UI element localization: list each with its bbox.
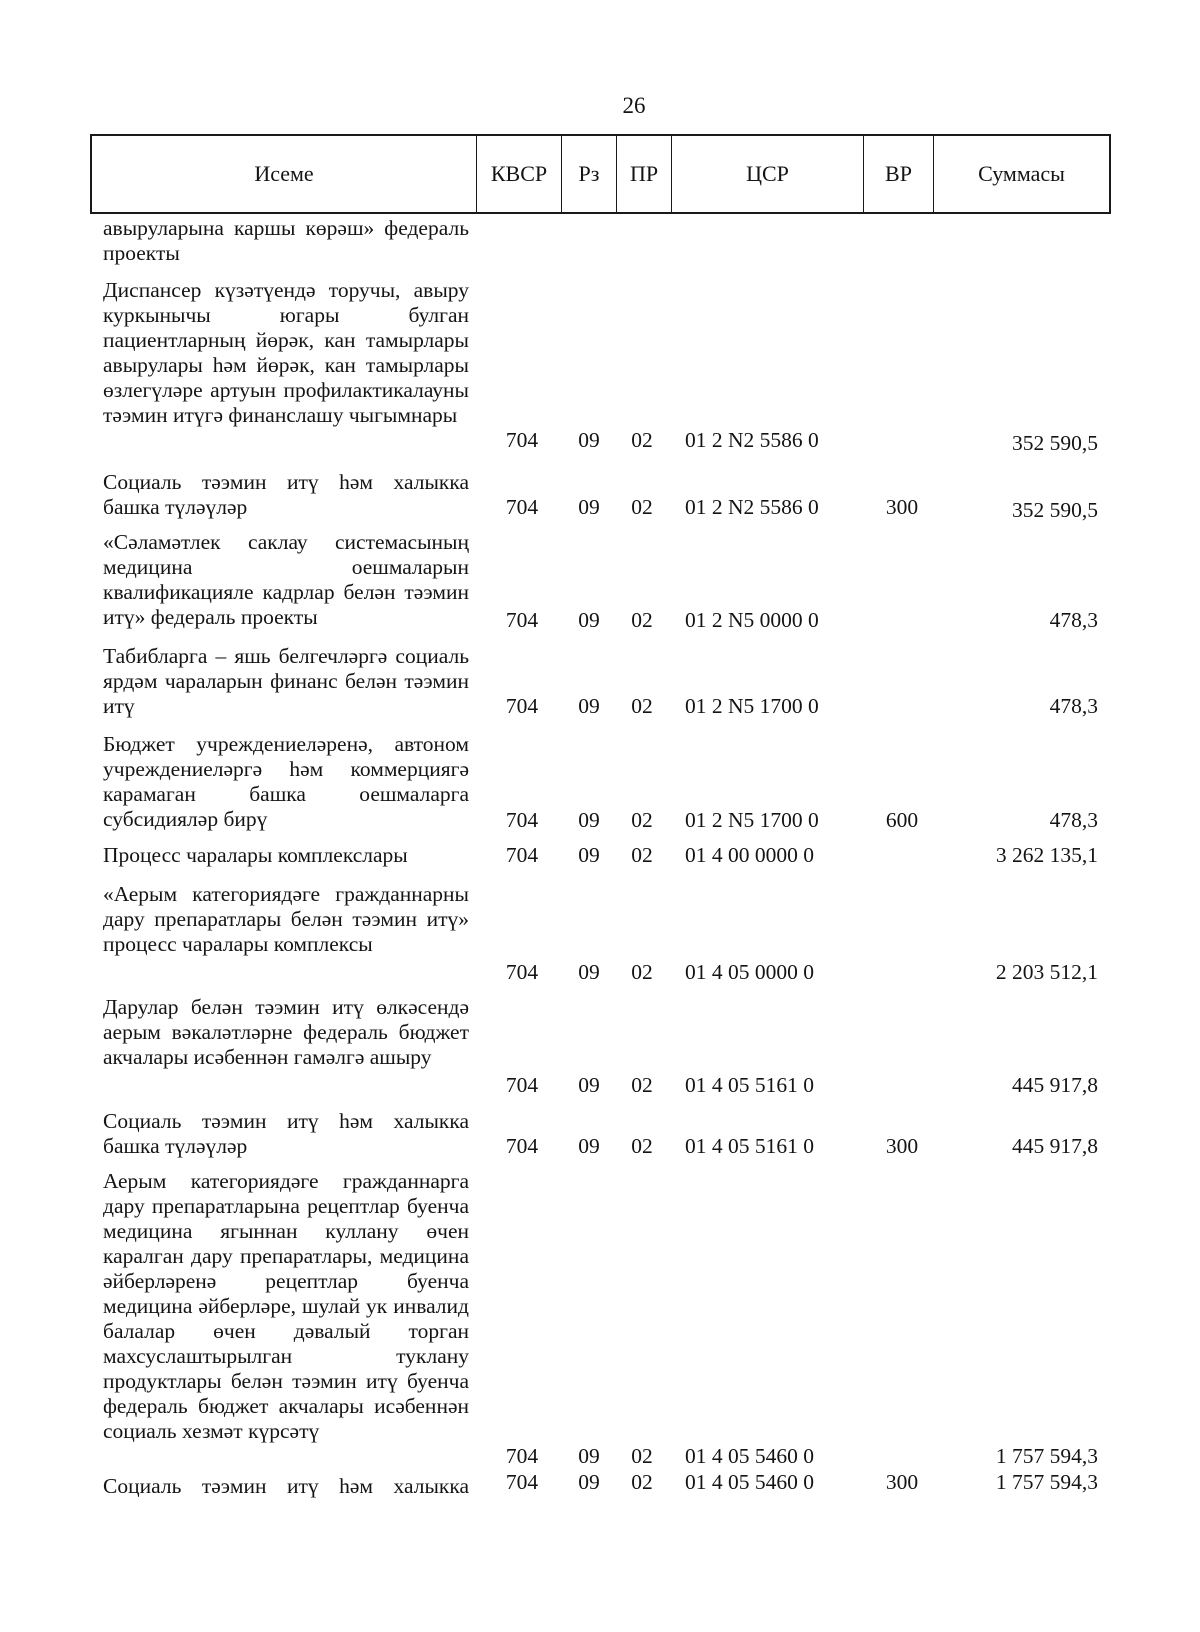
row-sum: 352 590,5 bbox=[1012, 498, 1098, 522]
row-kvsr: 704 bbox=[505, 608, 539, 632]
row-name: Социаль тәэмин итү һәм халыкка башка түләүләр bbox=[103, 470, 469, 519]
row-pr: 02 bbox=[631, 1134, 653, 1158]
row-name: Социаль тәэмин итү һәм халыкка bbox=[103, 1474, 469, 1498]
row-pr: 02 bbox=[631, 843, 653, 867]
header-sum: Суммасы bbox=[978, 161, 1065, 186]
row-pr: 02 bbox=[631, 495, 653, 519]
header-kvsr: КВСР bbox=[477, 136, 562, 212]
row-rz: 09 bbox=[578, 694, 600, 718]
row-kvsr: 704 bbox=[505, 1134, 539, 1158]
row-vr: 300 bbox=[885, 1470, 919, 1494]
row-rz: 09 bbox=[578, 960, 600, 984]
row-rz: 09 bbox=[578, 608, 600, 632]
row-sum: 1 757 594,3 bbox=[995, 1470, 1098, 1494]
row-pr: 02 bbox=[631, 960, 653, 984]
row-csr: 01 4 00 0000 0 bbox=[685, 843, 814, 867]
row-pr: 02 bbox=[631, 428, 653, 452]
row-rz: 09 bbox=[578, 1470, 600, 1494]
row-vr: 300 bbox=[885, 1134, 919, 1158]
header-pr: ПР bbox=[617, 136, 672, 212]
row-pr: 02 bbox=[631, 694, 653, 718]
row-rz: 09 bbox=[578, 495, 600, 519]
row-name: авыруларына каршы көрәш» федераль проекты bbox=[103, 216, 469, 265]
row-rz: 09 bbox=[578, 1073, 600, 1097]
row-pr: 02 bbox=[631, 608, 653, 632]
header-name: Исеме bbox=[92, 136, 477, 212]
row-sum: 478,3 bbox=[1049, 608, 1098, 632]
row-sum: 478,3 bbox=[1049, 694, 1098, 718]
row-sum: 352 590,5 bbox=[1012, 431, 1098, 455]
row-csr: 01 4 05 5161 0 bbox=[685, 1134, 814, 1158]
row-pr: 02 bbox=[631, 808, 653, 832]
header-vr: ВР bbox=[864, 136, 934, 212]
table-header bbox=[90, 134, 1111, 214]
row-rz: 09 bbox=[578, 428, 600, 452]
row-name: Бюджет учреждениеләренә, автоном учреждениеләргә һәм коммерциягә карамаган башка оешмаларга субсидияләр бирү bbox=[103, 732, 469, 831]
row-kvsr: 704 bbox=[505, 495, 539, 519]
row-kvsr: 704 bbox=[505, 960, 539, 984]
row-kvsr: 704 bbox=[505, 1073, 539, 1097]
row-kvsr: 704 bbox=[505, 843, 539, 867]
row-csr: 01 2 N5 1700 0 bbox=[685, 694, 819, 718]
row-sum: 3 262 135,1 bbox=[995, 843, 1098, 867]
row-csr: 01 2 N5 0000 0 bbox=[685, 608, 819, 632]
page-number: 26 bbox=[622, 93, 646, 118]
row-csr: 01 4 05 5161 0 bbox=[685, 1073, 814, 1097]
row-csr: 01 2 N2 5586 0 bbox=[685, 495, 819, 519]
row-name: Табибларга – яшь белгечләргә социаль ярдәм чараларын финанс белән тәэмин итү bbox=[103, 644, 469, 718]
row-csr: 01 4 05 0000 0 bbox=[685, 960, 814, 984]
row-sum: 478,3 bbox=[1049, 808, 1098, 832]
row-name: «Сәламәтлек саклау системасының медицина оешмаларын квалификацияле кадрлар белән тәэмин итү» федераль проекты bbox=[103, 530, 469, 629]
row-name: «Аерым категориядәге гражданнарны дару препаратлары белән тәэмин итү» процесс чаралары комплексы bbox=[103, 882, 469, 956]
row-pr: 02 bbox=[631, 1470, 653, 1494]
row-name: Дарулар белән тәэмин итү өлкәсендә аерым вәкаләтләрне федераль бюджет акчалары исәбеннән гамәлгә ашыру bbox=[103, 995, 469, 1069]
row-sum: 445 917,8 bbox=[1012, 1134, 1098, 1158]
row-name: Социаль тәэмин итү һәм халыкка башка түләүләр bbox=[103, 1109, 469, 1158]
row-rz: 09 bbox=[578, 1444, 600, 1468]
row-sum: 1 757 594,3 bbox=[995, 1444, 1098, 1468]
row-csr: 01 2 N5 1700 0 bbox=[685, 808, 819, 832]
row-pr: 02 bbox=[631, 1444, 653, 1468]
row-kvsr: 704 bbox=[505, 694, 539, 718]
row-pr: 02 bbox=[631, 1073, 653, 1097]
row-kvsr: 704 bbox=[505, 428, 539, 452]
row-kvsr: 704 bbox=[505, 808, 539, 832]
header-rz: Рз bbox=[562, 136, 617, 212]
row-rz: 09 bbox=[578, 843, 600, 867]
row-sum: 445 917,8 bbox=[1012, 1073, 1098, 1097]
row-vr: 300 bbox=[885, 495, 919, 519]
row-name: Процесс чаралары комплекслары bbox=[103, 843, 408, 867]
row-rz: 09 bbox=[578, 808, 600, 832]
row-vr: 600 bbox=[885, 808, 919, 832]
row-rz: 09 bbox=[578, 1134, 600, 1158]
header-csr: ЦСР bbox=[672, 136, 864, 212]
row-csr: 01 4 05 5460 0 bbox=[685, 1470, 814, 1494]
row-name: Аерым категориядәге гражданнарга дару препаратларына рецептлар буенча медицина ягыннан куллану өчен каралган дару препаратлары, медицина әйберләренә рецептлар буенча медицина әйберләре, шулай ук инвалид балалар өчен дәвалый торган махсуслаштырылган туклану продуктлары белән тәэмин итү буенча федераль бюджет акчалары исәбеннән социаль хезмәт күрсәтү bbox=[103, 1169, 469, 1443]
row-csr: 01 2 N2 5586 0 bbox=[685, 428, 819, 452]
row-csr: 01 4 05 5460 0 bbox=[685, 1444, 814, 1468]
row-kvsr: 704 bbox=[505, 1470, 539, 1494]
row-kvsr: 704 bbox=[505, 1444, 539, 1468]
row-name: Диспансер күзәтүендә торучы, авыру куркынычы югары булган пациентларның йөрәк, кан тамырлары авырулары һәм йөрәк, кан тамырлары өзлегүләре артуын профилактикалауны тәэмин итүгә финанслашу чыгымнары bbox=[103, 278, 469, 427]
row-sum: 2 203 512,1 bbox=[995, 960, 1098, 984]
